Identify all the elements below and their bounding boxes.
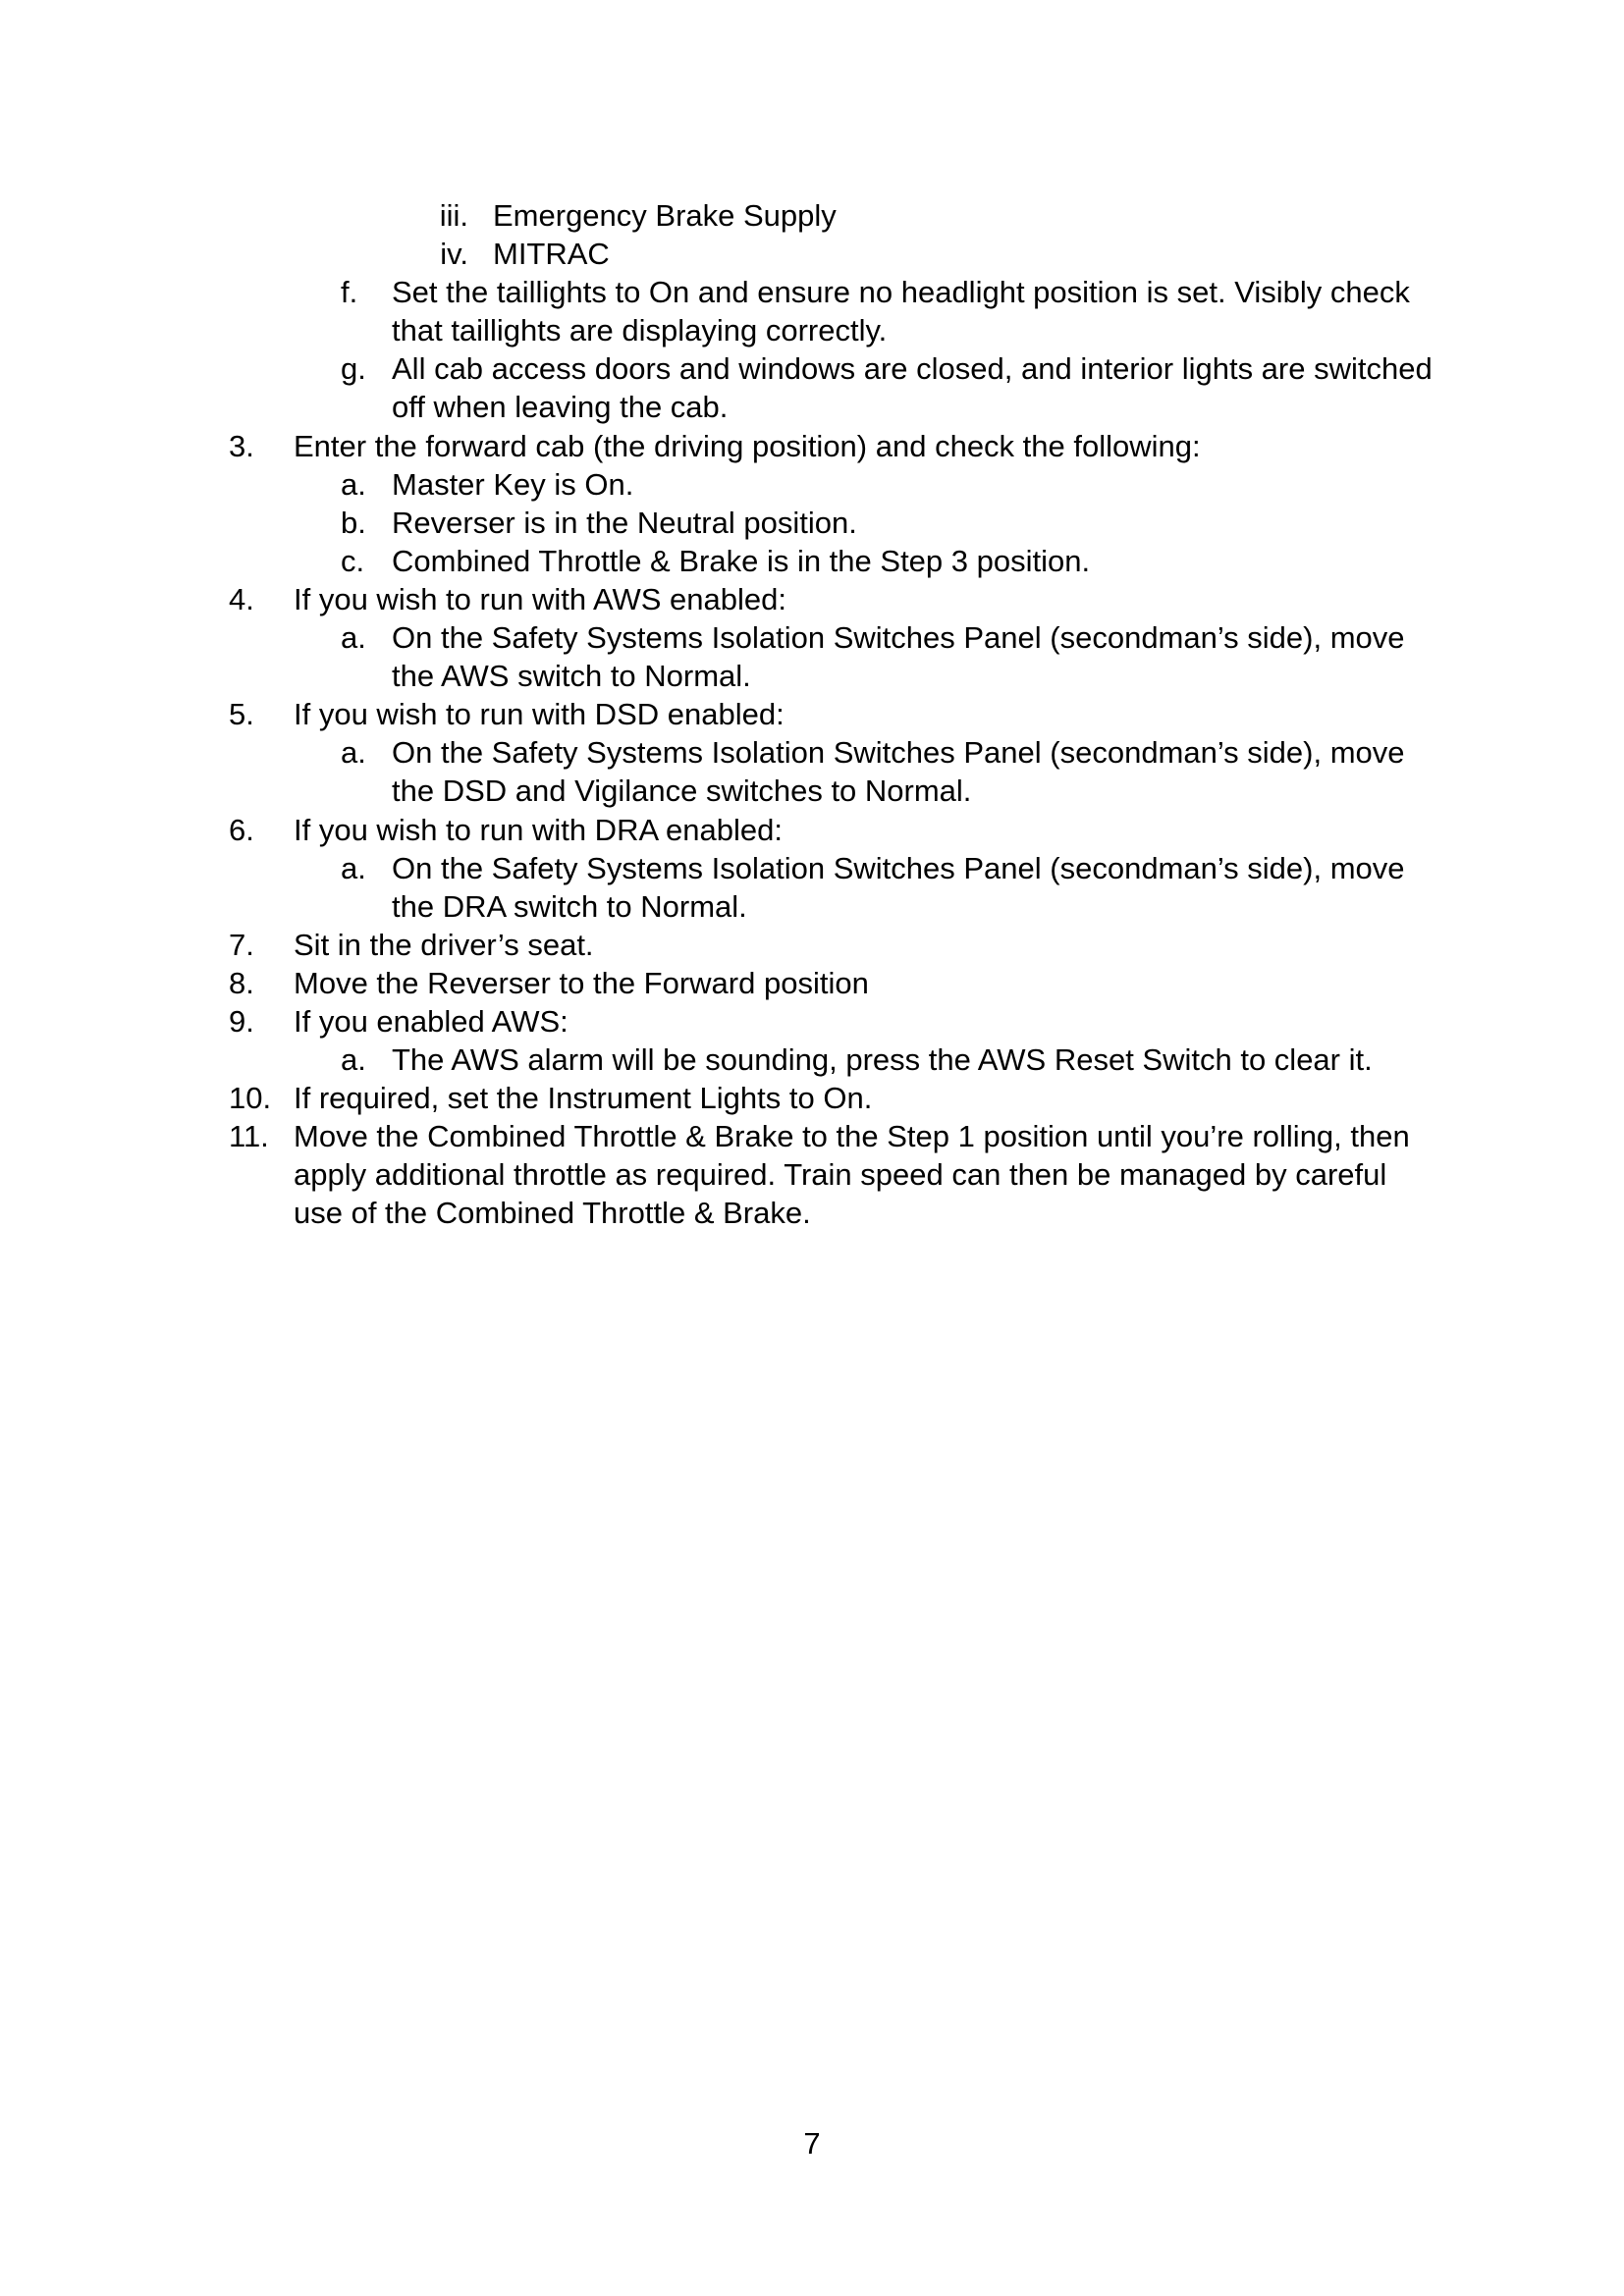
list-item-text: Reverser is in the Neutral position.: [392, 505, 857, 540]
list-marker: a.: [341, 1042, 366, 1078]
list-item-text: Combined Throttle & Brake is in the Step 3 position.: [392, 543, 1091, 578]
list-item-text: the DSD and Vigilance switches to Normal.: [392, 774, 972, 809]
list-marker: 3.: [229, 428, 254, 463]
list-item-text: On the Safety Systems Isolation Switches Panel (secondman’s side), move: [392, 620, 1405, 656]
list-item-text: Enter the forward cab (the driving position) and check the following:: [294, 428, 1201, 463]
list-line: [0, 465, 1624, 504]
list-item-text: Emergency Brake Supply: [493, 198, 837, 233]
list-item-text: If required, set the Instrument Lights to On.: [294, 1081, 873, 1116]
list-marker: a.: [341, 850, 366, 885]
list-item-text: On the Safety Systems Isolation Switches Panel (secondman’s side), move: [392, 735, 1405, 771]
list-line: [0, 427, 1624, 465]
list-marker: c.: [341, 543, 365, 578]
list-item-text: The AWS alarm will be sounding, press the AWS Reset Switch to clear it.: [392, 1042, 1373, 1078]
page-number: 7: [803, 2126, 821, 2161]
list-line: [0, 772, 1624, 810]
list-line: [0, 1079, 1624, 1117]
list-line: [0, 657, 1624, 695]
list-item-text: Sit in the driver’s seat.: [294, 927, 594, 962]
list-line: [0, 849, 1624, 887]
list-line: [0, 580, 1624, 618]
list-item-text: the DRA switch to Normal.: [392, 888, 747, 924]
list-line: [0, 504, 1624, 542]
list-line: [0, 196, 1624, 235]
list-line: [0, 235, 1624, 273]
list-marker: 7.: [229, 927, 254, 962]
list-marker: a.: [341, 466, 366, 502]
list-item-text: If you wish to run with AWS enabled:: [294, 581, 786, 616]
list-marker: iv.: [440, 237, 468, 272]
list-line: [0, 311, 1624, 349]
list-item-text: that taillights are displaying correctly.: [392, 313, 888, 348]
list-item-text: If you wish to run with DRA enabled:: [294, 812, 783, 847]
list-marker: 10.: [229, 1081, 272, 1116]
list-line: [0, 618, 1624, 657]
list-line: [0, 542, 1624, 580]
list-line: [0, 1041, 1624, 1079]
procedure-list: [0, 196, 1624, 1233]
list-marker: iii.: [439, 198, 468, 233]
list-line: [0, 695, 1624, 733]
list-marker: g.: [341, 351, 366, 387]
list-line: [0, 349, 1624, 388]
list-item-text: On the Safety Systems Isolation Switches Panel (secondman’s side), move: [392, 850, 1405, 885]
list-marker: a.: [341, 620, 366, 656]
list-line: [0, 811, 1624, 849]
list-marker: 9.: [229, 1003, 254, 1039]
list-item-text: Master Key is On.: [392, 466, 634, 502]
list-item-text: If you wish to run with DSD enabled:: [294, 697, 785, 732]
list-item-text: off when leaving the cab.: [392, 390, 729, 425]
list-line: [0, 926, 1624, 964]
list-line: [0, 887, 1624, 926]
list-item-text: the AWS switch to Normal.: [392, 659, 751, 694]
list-line: [0, 1194, 1624, 1232]
list-line: [0, 1002, 1624, 1041]
list-item-text: Set the taillights to On and ensure no headlight position is set. Visibly check: [392, 275, 1410, 310]
list-line: [0, 1117, 1624, 1155]
list-line: [0, 273, 1624, 311]
list-marker: 8.: [229, 965, 254, 1000]
list-marker: b.: [341, 505, 366, 540]
list-line: [0, 733, 1624, 772]
list-item-text: Move the Combined Throttle & Brake to the Step 1 position until you’re rolling, then: [294, 1119, 1410, 1154]
list-item-text: Move the Reverser to the Forward position: [294, 965, 869, 1000]
list-marker: f.: [341, 275, 358, 310]
list-marker: 5.: [229, 697, 254, 732]
list-line: [0, 964, 1624, 1002]
list-item-text: If you enabled AWS:: [294, 1003, 568, 1039]
list-item-text: apply additional throttle as required. Train speed can then be managed by careful: [294, 1157, 1387, 1193]
list-item-text: MITRAC: [493, 237, 610, 272]
list-marker: 11.: [229, 1119, 269, 1154]
list-item-text: All cab access doors and windows are closed, and interior lights are switched: [392, 351, 1433, 387]
list-marker: 6.: [229, 812, 254, 847]
list-marker: a.: [341, 735, 366, 771]
list-item-text: use of the Combined Throttle & Brake.: [294, 1196, 811, 1231]
list-line: [0, 388, 1624, 426]
list-marker: 4.: [229, 581, 254, 616]
list-line: [0, 1155, 1624, 1194]
